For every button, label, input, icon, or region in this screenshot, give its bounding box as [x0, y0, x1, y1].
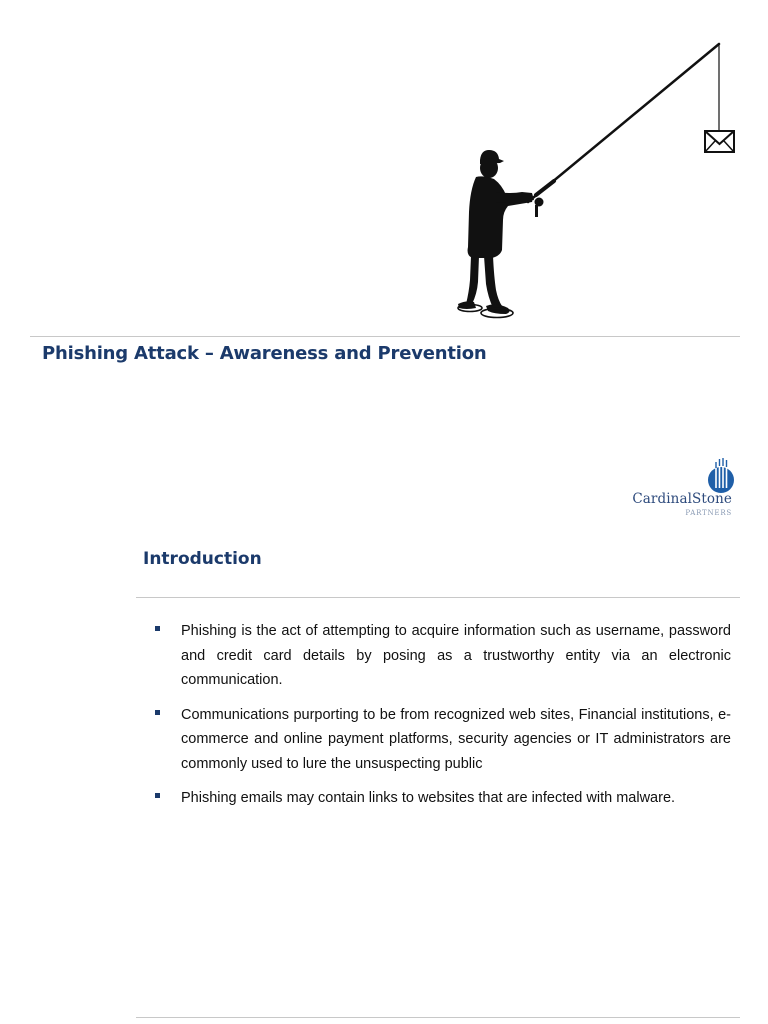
top-divider	[30, 336, 740, 337]
bullet-item	[155, 786, 731, 811]
logo-wordmark: CardinalStone	[632, 491, 732, 507]
logo-subtitle: PARTNERS	[685, 509, 732, 517]
bullet-item	[155, 703, 731, 777]
bullet-text: Phishing emails may contain links to websites that are infected with malware.	[181, 790, 676, 806]
company-logo	[612, 456, 736, 524]
bullet-item	[155, 619, 731, 693]
square-bullet-icon	[155, 710, 160, 715]
footer-divider	[136, 1017, 740, 1018]
envelope-icon	[705, 131, 734, 152]
square-bullet-icon	[155, 626, 160, 631]
section-heading-introduction: Introduction	[143, 549, 262, 569]
fisherman-phishing-envelope-icon	[456, 42, 740, 322]
page-title: Phishing Attack – Awareness and Prevention	[42, 343, 487, 364]
introduction-bullet-list	[155, 619, 731, 821]
bullet-text: Communications purporting to be from recognized web sites, Financial institutions, e-commerce and online payment platforms, security agencies or IT administrators are commonly used to lure the unsuspecting public	[181, 706, 731, 772]
fisherman-silhouette	[458, 150, 544, 314]
square-bullet-icon	[155, 793, 160, 798]
section-divider	[136, 597, 740, 598]
fisherman-illustration	[456, 42, 740, 322]
bullet-text: Phishing is the act of attempting to acquire information such as username, password and credit card details by posing as a trustworthy entity via an electronic communication.	[181, 623, 731, 688]
